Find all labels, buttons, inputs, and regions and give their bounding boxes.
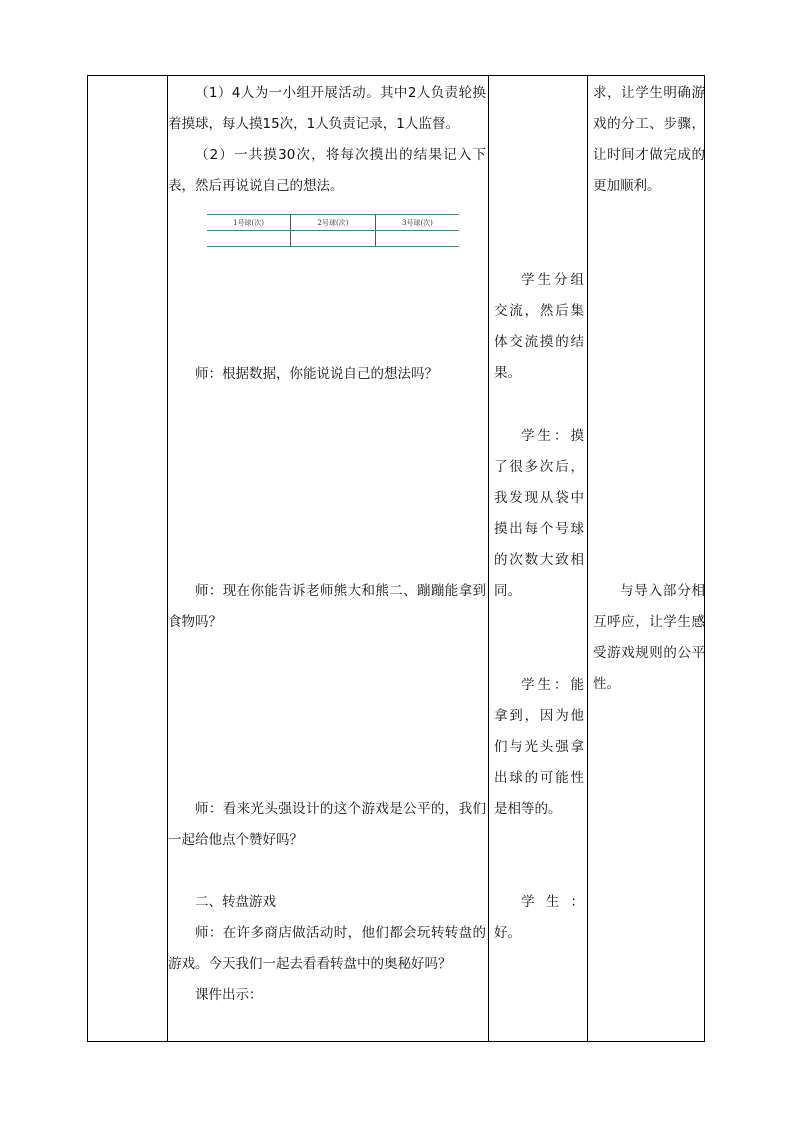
column-divider [587, 76, 588, 1041]
table-cell [291, 231, 376, 247]
student-response-2: 学生：摸了很多次后，我发现从袋中摸出每个号球的次数大致相同。 [494, 428, 584, 599]
table-header-cell: 1号球(次) [207, 215, 291, 231]
design-note-2: 与导入部分相互呼应，让学生感受游戏规则的公平性。 [593, 583, 705, 692]
section-2-title: 二、转盘游戏 [195, 894, 276, 910]
courseware-label: 课件出示： [195, 987, 263, 1003]
table-header-cell: 2号球(次) [291, 215, 376, 231]
table-cell [375, 231, 459, 247]
student-response-4: 学生：好。 [494, 894, 584, 941]
column-divider [488, 76, 489, 1041]
table-row [207, 231, 459, 247]
rule-2: （2）一共摸30次，将每次摸出的结果记入下表，然后再说说自己的想法。 [168, 147, 486, 194]
lesson-plan-table [87, 75, 705, 1042]
teacher-question-1: 师：根据数据，你能说说自己的想法吗？ [195, 366, 438, 382]
teacher-question-3: 师：看来光头强设计的这个游戏是公平的，我们一起给他点个赞好吗？ [168, 801, 486, 848]
student-response-3: 学生：能拿到，因为他们与光头强拿出球的可能性是相等的。 [494, 677, 584, 817]
table-cell [207, 231, 291, 247]
rule-1: （1）4人为一小组开展活动。其中2人负责轮换着摸球，每人摸15次，1人负责记录，1人监督。 [168, 85, 486, 132]
student-response-1: 学生分组交流，然后集体交流摸的结果。 [494, 272, 584, 381]
teacher-question-4: 师：在许多商店做活动时，他们都会玩转转盘的游戏。今天我们一起去看看转盘中的奥秘好吗？ [168, 925, 486, 972]
table-header-cell: 3号球(次) [375, 215, 459, 231]
table-row [207, 215, 459, 231]
record-table [207, 214, 459, 247]
teacher-question-2: 师：现在你能告诉老师熊大和熊二、蹦蹦能拿到食物吗？ [168, 583, 486, 630]
design-note-1: 求，让学生明确游戏的分工、步骤，让时间才做完成的更加顺利。 [593, 85, 705, 194]
